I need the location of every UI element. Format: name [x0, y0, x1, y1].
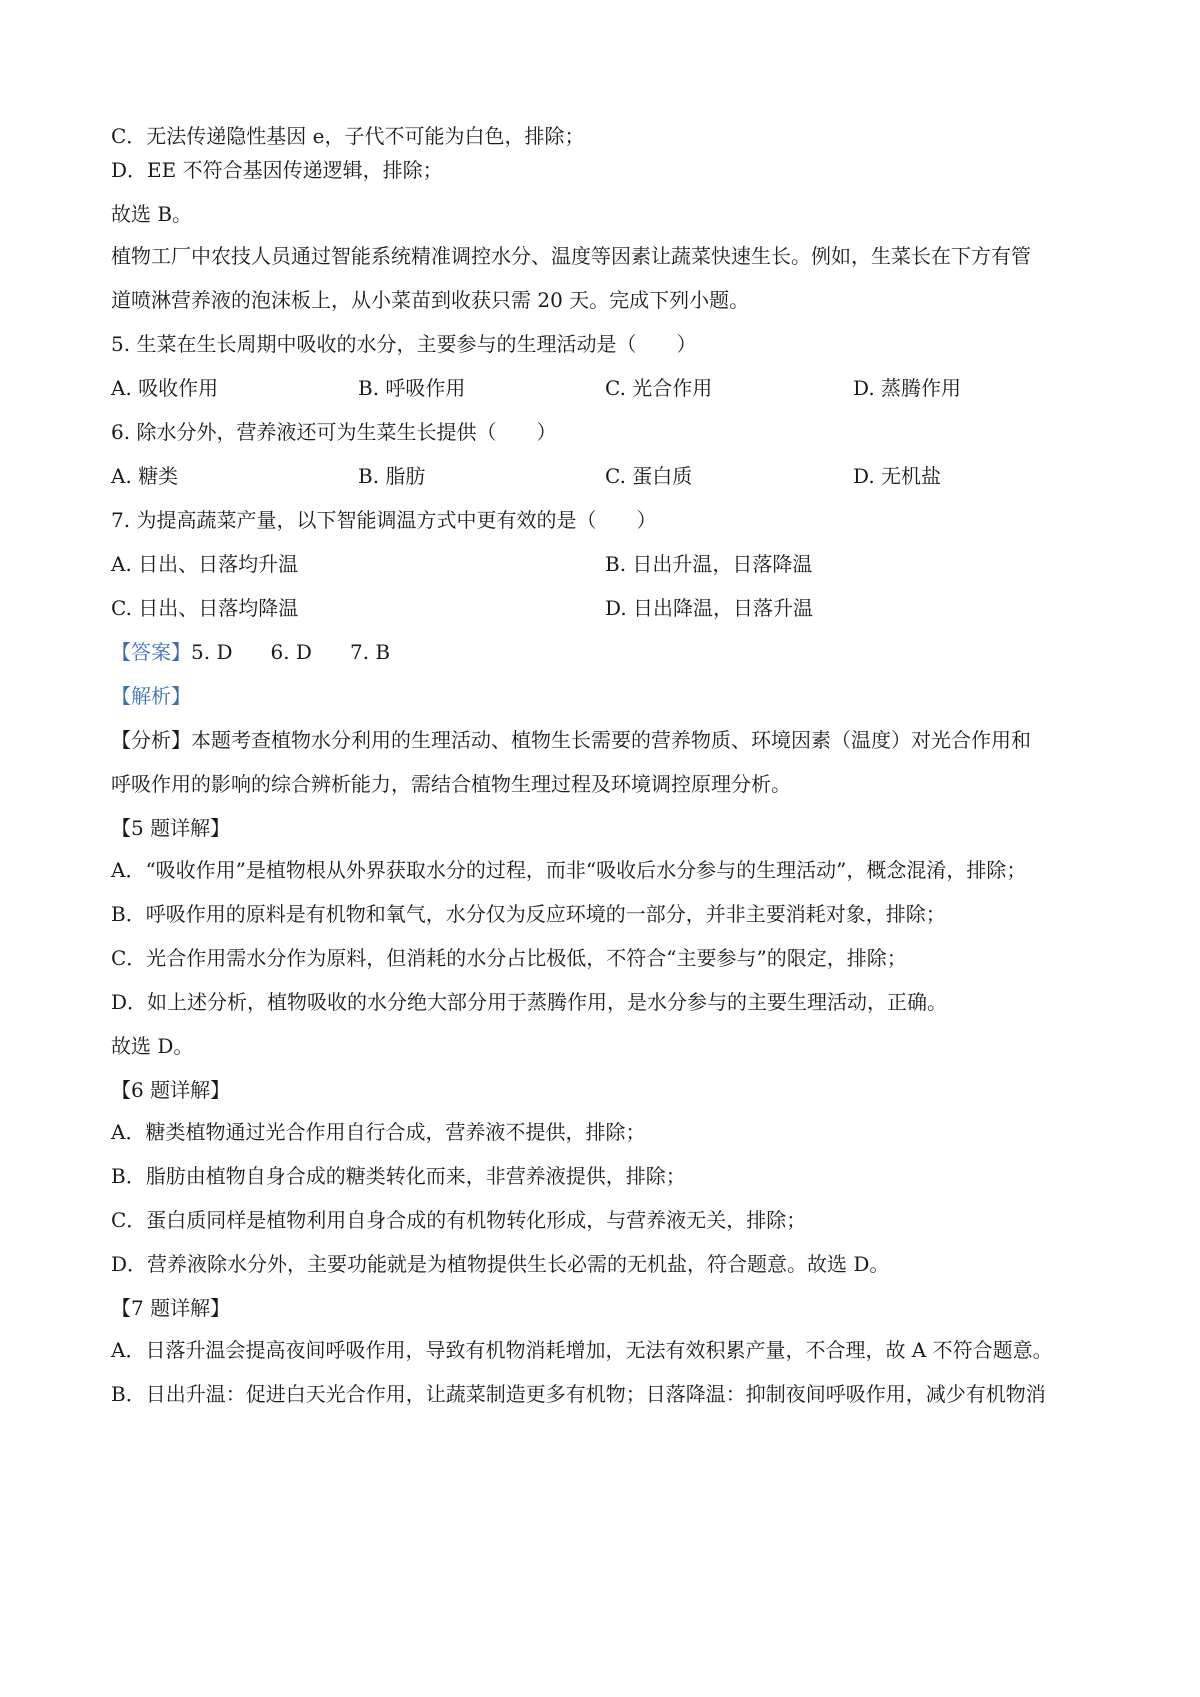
detail-7-b: B．日出升温：促进白天光合作用，让蔬菜制造更多有机物；日落降温：抑制夜间呼吸作用，减少有机物消 [111, 1382, 1046, 1406]
intro-line-1: 植物工厂中农技人员通过智能系统精准调控水分、温度等因素让蔬菜快速生长。例如，生菜长在下方有管 [111, 244, 1031, 268]
question-6-option-b: B. 脂肪 [358, 464, 426, 488]
intro-line-2: 道喷淋营养液的泡沫板上，从小菜苗到收获只需 20 天。完成下列小题。 [111, 288, 750, 312]
question-5-option-d: D. 蒸腾作用 [853, 376, 962, 400]
question-6-option-d: D. 无机盐 [853, 464, 942, 488]
question-7-option-a: A. 日出、日落均升温 [111, 552, 299, 576]
detail-5-d: D．如上述分析，植物吸收的水分绝大部分用于蒸腾作用，是水分参与的主要生理活动，正确。 [111, 990, 948, 1014]
option-c-prev: C．无法传递隐性基因 e，子代不可能为白色，排除； [111, 124, 585, 148]
question-7-option-c: C. 日出、日落均降温 [111, 596, 299, 620]
detail-7-a: A．日落升温会提高夜间呼吸作用，导致有机物消耗增加，无法有效积累产量，不合理，故 A 不符合题意。 [111, 1338, 1053, 1362]
question-5-option-a: A. 吸收作用 [111, 376, 219, 400]
question-7-option-b: B. 日出升温，日落降温 [605, 552, 813, 576]
question-6-stem: 6. 除水分外，营养液还可为生菜生长提供（ ） [111, 420, 557, 444]
choose-prev: 故选 B。 [111, 202, 193, 226]
detail-5-title: 【5 题详解】 [111, 816, 231, 840]
detail-5-choose: 故选 D。 [111, 1034, 194, 1058]
question-7-stem: 7. 为提高蔬菜产量，以下智能调温方式中更有效的是（ ） [111, 508, 657, 532]
answer-7: 7. B [349, 640, 391, 664]
answer-6: 6. D [270, 640, 312, 664]
detail-6-b: B．脂肪由植物自身合成的糖类转化而来，非营养液提供，排除； [111, 1164, 686, 1188]
detail-6-title: 【6 题详解】 [111, 1078, 231, 1102]
answer-line [111, 639, 390, 665]
detail-5-c: C．光合作用需水分作为原料，但消耗的水分占比极低，不符合“主要参与”的限定，排除； [111, 946, 907, 970]
question-6-option-c: C. 蛋白质 [605, 464, 693, 488]
question-6-option-a: A. 糖类 [111, 464, 179, 488]
option-d-prev: D．EE 不符合基因传递逻辑，排除； [111, 158, 443, 182]
question-7-option-d: D. 日出降温，日落升温 [605, 596, 814, 620]
answer-5: 5. D [191, 640, 233, 664]
detail-5-b: B．呼吸作用的原料是有机物和氧气，水分仅为反应环境的一部分，并非主要消耗对象，排除； [111, 902, 946, 926]
question-5-option-b: B. 呼吸作用 [358, 376, 466, 400]
answer-tag: 【答案】 [111, 640, 191, 664]
analysis-tag: 【解析】 [111, 684, 191, 708]
detail-5-a: A．“吸收作用”是植物根从外界获取水分的过程，而非“吸收后水分参与的生理活动”，概念混淆，排除； [111, 858, 1027, 882]
question-5-option-c: C. 光合作用 [605, 376, 713, 400]
detail-6-c: C．蛋白质同样是植物利用自身合成的有机物转化形成，与营养液无关，排除； [111, 1208, 807, 1232]
analysis-line-1: 【分析】本题考查植物水分利用的生理活动、植物生长需要的营养物质、环境因素（温度）对光合作用和 [111, 728, 1031, 752]
analysis-line-2: 呼吸作用的影响的综合辨析能力，需结合植物生理过程及环境调控原理分析。 [111, 772, 791, 796]
detail-7-title: 【7 题详解】 [111, 1296, 231, 1320]
detail-6-d: D．营养液除水分外，主要功能就是为植物提供生长必需的无机盐，符合题意。故选 D。 [111, 1252, 890, 1276]
detail-6-a: A．糖类植物通过光合作用自行合成，营养液不提供，排除； [111, 1120, 646, 1144]
question-5-stem: 5. 生菜在生长周期中吸收的水分，主要参与的生理活动是（ ） [111, 332, 697, 356]
